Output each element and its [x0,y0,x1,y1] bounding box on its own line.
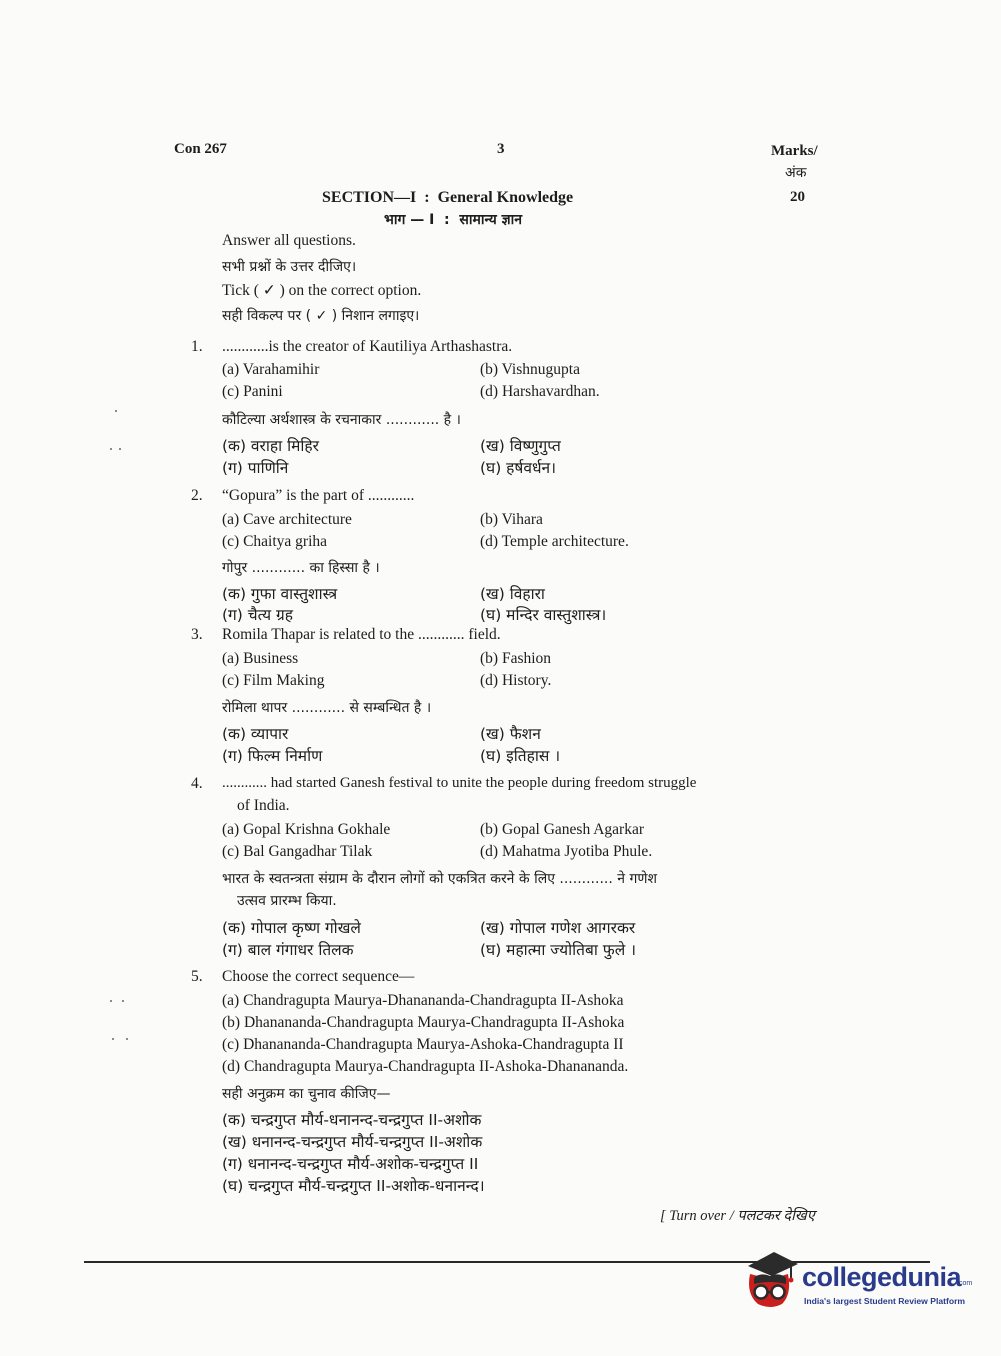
option: (c) Film Making [222,672,325,689]
option: (d) History. [480,672,552,689]
option-hindi: (ग) फिल्म निर्माण [222,747,323,765]
option: (a) Chandragupta Maurya-Dhanananda-Chandragupta II-Ashoka [222,992,624,1009]
option: (b) Fashion [480,650,552,667]
option-hindi: (ग) चैत्य ग्रह [222,606,293,624]
marks-value: 20 [790,189,805,205]
question-number: 2. [191,487,203,504]
scan-speck [122,1000,124,1002]
option-hindi: (ख) धनानन्द-चन्द्रगुप्त मौर्य-चन्द्रगुप्त II-अशोक [222,1133,483,1151]
option-hindi: (क) व्यापार [222,725,289,743]
option: (d) Temple architecture. [480,533,629,550]
question-text-hindi: रोमिला थापर ............ से सम्बन्धित है । [222,700,432,716]
option-hindi: (ग) बाल गंगाधर तिलक [222,941,354,959]
section-title: SECTION—I : General Knowledge [322,189,574,206]
option: (b) Gopal Ganesh Agarkar [480,821,644,838]
instruction-line: सभी प्रश्नों के उत्तर दीजिए। [222,259,357,275]
option-hindi: (ख) फैशन [480,725,541,743]
option: (c) Dhanananda-Chandragupta Maurya-Ashoka-Chandragupta II [222,1036,624,1053]
option: (c) Chaitya griha [222,533,328,550]
page-number: 3 [497,141,505,157]
option-hindi: (घ) महात्मा ज्योतिबा फुले । [480,941,637,959]
option: (b) Vihara [480,511,543,528]
option: (c) Panini [222,383,283,400]
turn-over-note: [ Turn over / पलटकर देखिए [660,1208,815,1224]
question-text-hindi: भारत के स्वतन्त्रता संग्राम के दौरान लोगों को एकत्रित करने के लिए ............ ने गणेश [222,871,658,887]
option-hindi: (ग) धनानन्द-चन्द्रगुप्त मौर्य-अशोक-चन्द्रगुप्त II [222,1155,479,1173]
option: (d) Mahatma Jyotiba Phule. [480,843,653,860]
scan-speck [110,448,112,450]
option: (d) Chandragupta Maurya-Chandragupta II-Ashoka-Dhanananda. [222,1058,629,1075]
watermark-domain-suffix: .com [957,1280,973,1287]
option: (a) Cave architecture [222,511,352,528]
instruction-line: सही विकल्प पर ( ✓ ) निशान लगाइए। [222,308,420,324]
question-number: 3. [191,626,203,643]
question-number: 1. [191,338,203,355]
option-hindi: (घ) चन्द्रगुप्त मौर्य-चन्द्रगुप्त II-अशोक-धनानन्द। [222,1177,485,1195]
scan-speck [110,1000,112,1002]
option: (b) Dhanananda-Chandragupta Maurya-Chandragupta II-Ashoka [222,1014,625,1031]
question-text-continued: of India. [237,797,290,814]
question-text: Romila Thapar is related to the ............ field. [222,626,501,643]
watermark-tagline: India's largest Student Review Platform [804,1296,966,1306]
question-number: 5. [191,968,203,985]
instruction-line: Answer all questions. [222,232,356,249]
paper-code: Con 267 [174,141,227,157]
marks-label-hindi: अंक [785,165,807,181]
question-text: Choose the correct sequence— [222,968,415,985]
option-hindi: (क) चन्द्रगुप्त मौर्य-धनानन्द-चन्द्रगुप्त II-अशोक [222,1111,482,1129]
question-text-hindi: कौटिल्या अर्थशास्त्र के रचनाकार ............ है । [222,412,461,428]
option-hindi: (क) गोपाल कृष्ण गोखले [222,919,361,937]
option-hindi: (क) वराहा मिहिर [222,437,319,455]
option: (a) Varahamihir [222,361,320,378]
option: (b) Vishnugupta [480,361,580,378]
option: (a) Business [222,650,299,667]
option-hindi: (घ) हर्षवर्धन। [480,459,556,477]
instruction-line: Tick ( ✓ ) on the correct option. [222,282,422,299]
option-hindi: (ख) विहारा [480,585,545,603]
question-number: 4. [191,775,203,792]
question-text: ............ had started Ganesh festival to unite the people during freedom struggle [222,775,697,791]
watermark-brand: collegedunia [802,1262,962,1292]
question-text-hindi: गोपुर ............ का हिस्सा है । [222,560,380,576]
scan-speck [126,1038,128,1040]
scan-speck [112,1038,114,1040]
option-hindi: (क) गुफा वास्तुशास्त्र [222,585,338,603]
scan-speck [115,410,117,412]
option: (a) Gopal Krishna Gokhale [222,821,391,838]
question-text-hindi: सही अनुक्रम का चुनाव कीजिए— [222,1086,391,1102]
option-hindi: (ख) गोपाल गणेश आगरकर [480,919,636,937]
marks-label: Marks/ [771,143,818,159]
scan-speck [119,448,121,450]
option-hindi: (ग) पाणिनि [222,459,289,477]
question-text-hindi-continued: उत्सव प्रारम्भ किया. [237,893,337,909]
option-hindi: (घ) मन्दिर वास्तुशास्त्र। [480,606,607,624]
option: (c) Bal Gangadhar Tilak [222,843,373,860]
section-title-hindi: भाग — I : सामान्य ज्ञान [384,212,522,228]
option: (d) Harshavardhan. [480,383,600,400]
option-hindi: (घ) इतिहास । [480,747,561,765]
collegedunia-mascot-icon [740,1250,800,1310]
question-text: “Gopura” is the part of ............ [222,487,415,504]
option-hindi: (ख) विष्णुगुप्त [480,437,561,455]
question-text: ............is the creator of Kautiliya Arthashastra. [222,338,513,355]
